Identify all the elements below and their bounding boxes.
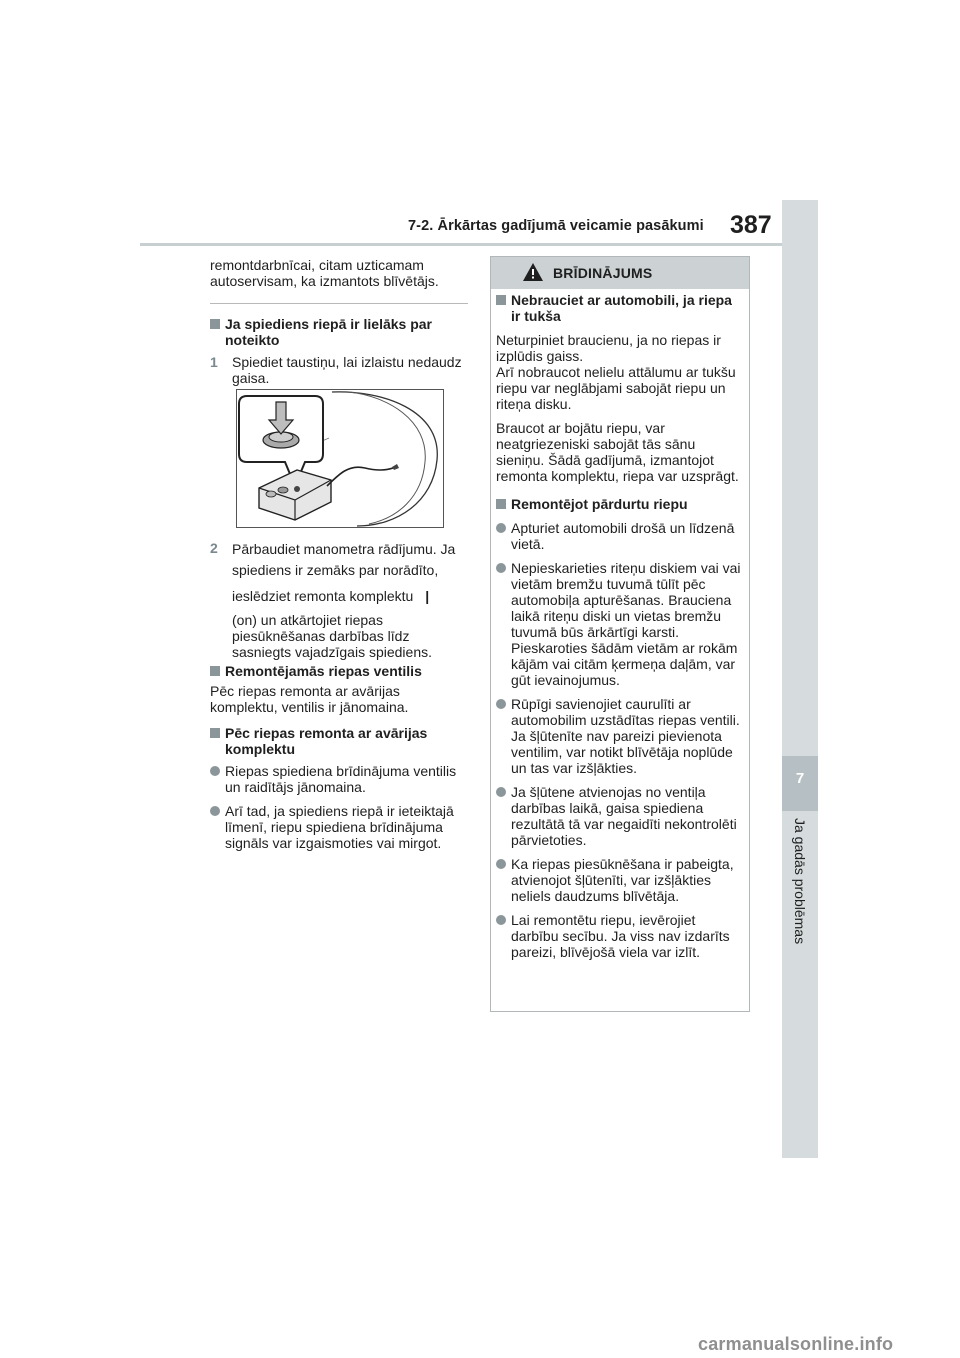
left-column-lower — [210, 663, 470, 859]
warning-triangle-icon — [522, 262, 544, 282]
repair-kit-illustration — [236, 389, 444, 528]
step-number: 1 — [210, 354, 218, 370]
section-heading — [210, 725, 470, 757]
round-bullet-icon — [210, 766, 220, 776]
section-heading-text: Ja spiediens riepā ir lielāks par noteikto — [225, 316, 432, 348]
round-bullet-icon — [210, 806, 220, 816]
warning-list-item — [496, 696, 744, 776]
round-bullet-icon — [496, 699, 506, 709]
warning-list-item — [496, 520, 744, 552]
section-heading-text: Pēc riepas remonta ar avārijas komplektu — [225, 725, 428, 757]
warning-title: BRĪDINĀJUMS — [553, 265, 653, 281]
list-item-text: Arī tad, ja spiediens riepā ir ieteiktajā līmenī, riepu spiediena brīdinājuma signāls var izgaismoties vai mirgot. — [225, 803, 454, 851]
step-text: Spiediet taustiņu, lai izlaistu nedaudz gaisa. — [232, 354, 462, 386]
warning-list-item-text: Rūpīgi savienojiet caurulīti ar automobilim uzstādītas riepas ventili. Ja šļūtenīte nav pareizi pievienota ventilim, var notikt blīvētāja noplūde un tas var izšļākties. — [511, 696, 740, 776]
warning-section-heading — [496, 496, 744, 512]
side-tab — [782, 200, 818, 1158]
left-column — [210, 257, 468, 392]
step-text-line: (on) un atkārtojiet riepas — [232, 612, 383, 628]
power-switch-symbol: | — [425, 588, 430, 604]
warning-section-heading-text: Nebrauciet ar automobili, ja riepa ir tukša — [511, 292, 732, 324]
list-item-text: Riepas spiediena brīdinājuma ventilis un raidītājs jānomaina. — [225, 763, 457, 795]
step-2 — [210, 540, 470, 660]
header-title: 7-2. Ārkārtas gadījumā veicamie pasākumi — [408, 218, 704, 234]
warning-paragraph: Neturpiniet braucienu, ja no riepas ir izplūdis gaiss. — [496, 332, 721, 364]
round-bullet-icon — [496, 915, 506, 925]
round-bullet-icon — [496, 859, 506, 869]
step-text-line: ieslēdziet remonta komplektu — [232, 588, 414, 604]
square-bullet-icon — [210, 319, 220, 329]
warning-list-item — [496, 560, 744, 688]
list-item — [210, 763, 470, 795]
square-bullet-icon — [496, 499, 506, 509]
footer-watermark: carmanualsonline.info — [698, 1334, 894, 1354]
section-heading-text: Remontējamās riepas ventilis — [225, 663, 422, 679]
page-number: 387 — [730, 211, 772, 239]
warning-list-item-text: Ka riepas piesūknēšana ir pabeigta, atvienojot šļūtenīti, var izšļākties neliels daudzums blīvētāja. — [511, 856, 734, 904]
round-bullet-icon — [496, 787, 506, 797]
header-rule — [140, 243, 782, 246]
step-text-line: Pārbaudiet manometra rādījumu. Ja — [232, 541, 456, 557]
warning-body — [496, 292, 744, 968]
round-bullet-icon — [496, 563, 506, 573]
warning-paragraph: Arī nobraucot nelielu attālumu ar tukšu riepu var neglābjami sabojāt riepu un riteņa disku. — [496, 364, 736, 412]
warning-paragraph: Braucot ar bojātu riepu, var neatgriezeniski sabojāt tās sānu sieniņu. Šādā gadījumā, izmantojot remonta komplektu, riepa var uzsprāgt. — [496, 420, 739, 484]
warning-list-item-text: Ja šļūtene atvienojas no ventiļa darbības laikā, gaisa spiediena rezultātā tā var negaidīti nekontrolēti pārvietoties. — [511, 784, 737, 848]
step-text-line: sasniegts vajadzīgais spiediens. — [232, 644, 433, 660]
section-heading — [210, 663, 470, 679]
warning-list-item-text: Nepieskarieties riteņu diskiem vai vai vietām bremžu tuvumā tūlīt pēc automobiļa apturēšanas. Brauciena laikā riteņu diski un vietas bremžu tuvumā būs ārkārtīgi karsti. Pieskaroties šādām vietām ar rokām kājām vai citām ķermeņa daļām, var gūt ievainojumus. — [511, 560, 741, 688]
warning-list-item-text: Apturiet automobili drošā un līdzenā vietā. — [511, 520, 735, 552]
step-number: 2 — [210, 540, 218, 556]
warning-list-item — [496, 784, 744, 848]
step-text-line: spiediens ir zemāks par norādīto, — [232, 562, 439, 578]
step-text-line: piesūknēšanas darbības līdz — [232, 628, 410, 644]
warning-list-item — [496, 856, 744, 904]
square-bullet-icon — [496, 295, 506, 305]
repair-kit-drawing — [237, 390, 443, 527]
step-1 — [210, 354, 468, 386]
warning-section-heading — [496, 292, 744, 324]
section-text: Pēc riepas remonta ar avārijas komplektu, ventilis ir jānomaina. — [210, 683, 409, 715]
chapter-label: Ja gadās problēmas — [792, 818, 808, 945]
warning-list-item — [496, 912, 744, 960]
round-bullet-icon — [496, 523, 506, 533]
section-divider — [210, 303, 468, 304]
section-heading — [210, 316, 468, 348]
warning-section-heading-text: Remontējot pārdurtu riepu — [511, 496, 688, 512]
list-item — [210, 803, 470, 851]
square-bullet-icon — [210, 728, 220, 738]
intro-text: remontdarbnīcai, citam uzticamam autoservisam, ka izmantots blīvētājs. — [210, 257, 439, 289]
chapter-number: 7 — [795, 770, 805, 787]
warning-list-item-text: Lai remontētu riepu, ievērojiet darbību secību. Ja viss nav izdarīts pareizi, blīvējošā viela var izlīt. — [511, 912, 730, 960]
square-bullet-icon — [210, 666, 220, 676]
